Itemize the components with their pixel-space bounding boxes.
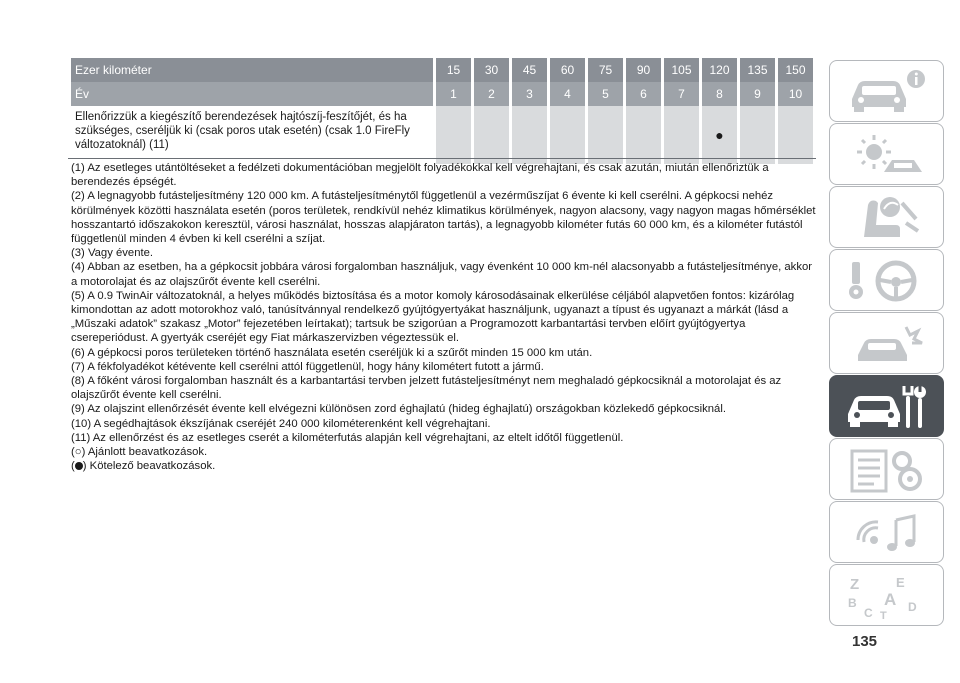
year-value: 6 [626, 82, 661, 106]
warning-lights-icon [844, 132, 930, 178]
car-crash-icon [844, 321, 930, 367]
km-value: 150 [778, 58, 813, 82]
task-cell: ● [702, 106, 737, 164]
chapter-tabs [829, 60, 944, 625]
task-cell [550, 106, 585, 164]
footnotes [71, 161, 819, 473]
footnote: (4) Abban az esetben, ha a gépkocsit jobbára városi forgalomban használjuk, vagy évenként 10 000 km-nél alacsonyabb a futásteljesítménye, akkor a motorolajat és az olajszűrőt évente kell cserélni. [71, 261, 813, 288]
task-cell [778, 106, 813, 164]
task-cell [512, 106, 547, 164]
chapter-tab-index[interactable] [829, 564, 944, 626]
task-cell [664, 106, 699, 164]
multimedia-icon [844, 510, 930, 556]
footnote: (10) A segédhajtások ékszíjának cseréjét 240 000 kilométerenként kell végrehajtani. [71, 417, 491, 430]
footnote: (3) Vagy évente. [71, 247, 154, 260]
footnote: (5) A 0.9 TwinAir változatoknál, a helyes működés biztosítása és a motor komoly károsodásainak elkerülése céljából alapvetően fontos: kizárólag kimondottan az adott motorokhoz való, tanúsítvánnyal rendelkező gyújtógyertyákat használjunk, ugyanazt a típust és ugyanazt a márkát (lásd a „Műszaki adatok” szakasz „Motor” fejezetében leírtakat); tartsuk be szigorúan a Programozott karbantartási tervben előírt gyújtógyertya csereperiódust. A gyertyák cseréjét egy Fiat márkaszervizben végeztessük el. [71, 289, 795, 345]
task-cell [588, 106, 623, 164]
year-value: 2 [474, 82, 509, 106]
alphabetical-index-icon [844, 573, 930, 619]
year-value: 4 [550, 82, 585, 106]
year-header-row [71, 82, 813, 106]
year-value: 7 [664, 82, 699, 106]
chapter-tab-maintenance[interactable] [829, 375, 944, 437]
index-letter: D [908, 600, 917, 614]
year-value: 10 [778, 82, 813, 106]
filled-dot-icon [75, 462, 83, 470]
km-value: 120 [702, 58, 737, 82]
km-header-label: Ezer kilométer [71, 58, 433, 82]
km-value: 75 [588, 58, 623, 82]
task-cell [474, 106, 509, 164]
footnote: (9) Az olajszint ellenőrzését évente kell elvégezni különösen zord éghajlatú (hideg éghajlatú) országokban közlekedő gépkocsiknál. [71, 403, 726, 416]
task-cell [626, 106, 661, 164]
footnote: (8) A főként városi forgalomban használt és a karbantartási tervben jelzett futásteljesítményt nem meghaladó gépkocsiknál a motorolajat és az olajszűrőt évente kell cserélni. [71, 375, 782, 402]
km-value: 135 [740, 58, 775, 82]
page-number: 135 [852, 633, 878, 650]
footnote: (1) Az esetleges utántöltéseket a fedélzeti dokumentációban megjelölt folyadékokkal kell végrehajtani, és csak azután, miután ellenőriztük a berendezés épségét. [71, 162, 769, 189]
footnote: (7) A fékfolyadékot kétévente kell cserélni attól függetlenül, hogy hány kilométert futott a jármű. [71, 360, 544, 373]
km-value: 15 [436, 58, 471, 82]
index-letter: Z [850, 576, 860, 593]
task-cell [436, 106, 471, 164]
year-header-label: Év [71, 82, 433, 106]
notes-divider [68, 158, 816, 159]
footnote-mandatory: ( ) Kötelező beavatkozások. [71, 460, 216, 473]
km-value: 90 [626, 58, 661, 82]
footnote: (11) Az ellenőrzést és az esetleges cserét a kilométerfutás alapján kell végrehajtani, az eltelt időtől függetlenül. [71, 431, 624, 444]
chapter-tab-technical-data[interactable] [829, 438, 944, 500]
index-letter: A [884, 590, 897, 609]
index-letter: C [864, 606, 873, 619]
km-value: 45 [512, 58, 547, 82]
year-value: 8 [702, 82, 737, 106]
maintenance-schedule-table [68, 58, 816, 164]
index-letter: T [880, 610, 887, 619]
chapter-tab-starting-driving[interactable] [829, 249, 944, 311]
chapter-tab-warning-lights[interactable] [829, 123, 944, 185]
chapter-tab-safety[interactable] [829, 186, 944, 248]
km-header-row [71, 58, 813, 82]
chapter-tab-car-info[interactable] [829, 60, 944, 122]
year-value: 1 [436, 82, 471, 106]
technical-data-icon [844, 447, 930, 493]
key-steering-wheel-icon [844, 258, 930, 304]
year-value: 5 [588, 82, 623, 106]
footnote: (6) A gépkocsi poros területeken történő használata esetén cseréljük ki a szűrőt minden 15 000 km után. [71, 346, 593, 359]
chapter-tab-multimedia[interactable] [829, 501, 944, 563]
km-value: 60 [550, 58, 585, 82]
car-info-icon [844, 69, 930, 115]
year-value: 3 [512, 82, 547, 106]
footnote: (○) Ajánlott beavatkozások. [71, 446, 208, 459]
chapter-tab-emergency[interactable] [829, 312, 944, 374]
airbag-seat-icon [844, 195, 930, 241]
index-letter: E [896, 575, 905, 590]
task-description: Ellenőrizzük a kiegészítő berendezések hajtószíj-feszítőjét, és ha szükséges, cseréljük ki (csak poros utak esetén) (csak 1.0 FireFly változatoknál) (11) [71, 106, 433, 164]
index-letter: B [848, 596, 857, 610]
km-value: 30 [474, 58, 509, 82]
car-maintenance-icon [844, 384, 930, 430]
footnote: (2) A legnagyobb futásteljesítmény 120 000 km. A futásteljesítménytől függetlenül a vezérműszíjat 6 évente ki kell cserélni. A gépkocsi nehéz körülmények közötti használata esetén (poros területek, rendkívül nehéz klimatikus körülmények, nagyon alacsony, vagy nagyon magas hőmérséklet hosszantartó időszakokon keresztül, városi használat, hosszas alapjáraton tartás), a legnagyobb kilométer futás 60 000 km, és a kilométer futástól függetlenül minden 4 évben ki kell cserélni a szíjat. [71, 190, 816, 246]
km-value: 105 [664, 58, 699, 82]
task-cell [740, 106, 775, 164]
year-value: 9 [740, 82, 775, 106]
table-row [71, 106, 813, 164]
